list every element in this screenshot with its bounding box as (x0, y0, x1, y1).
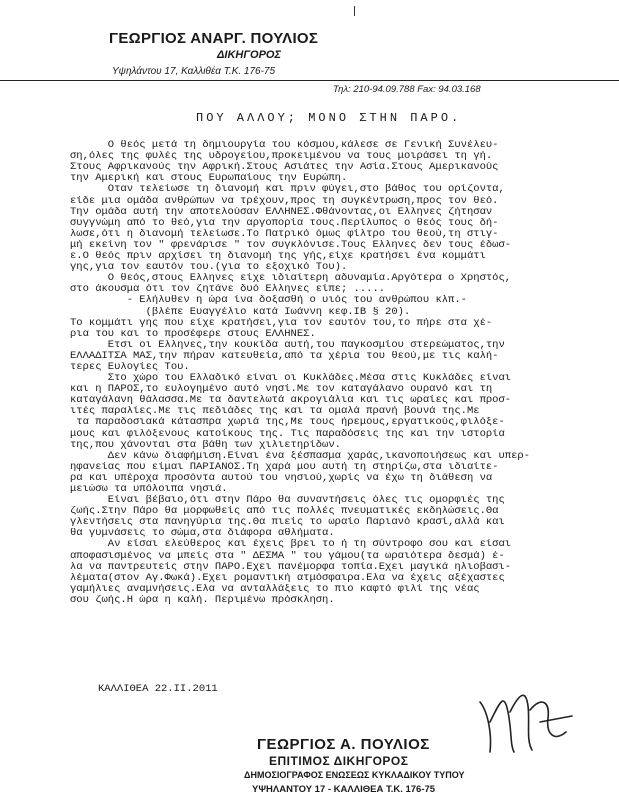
body-line: της,που χάνονται στα βάθη των χιλιετηρίδων. (70, 439, 341, 451)
letter-date: ΚΑΛΛΙΘΕΑ 22.II.2011 (98, 683, 218, 695)
body-line: γλεντήσεις στα πανηγύρια της.Θα πιείς το ωραίο Παριανό κρασί,αλλά και (70, 517, 505, 529)
letterhead-divider (0, 80, 619, 81)
footer-role: ΔΗΜΟΣΙΟΓΡΑΦΟΣ ΕΝΩΣΕΩΣ ΚΥΚΛΑΔΙΚΟΥ ΤΥΠΟΥ (244, 770, 465, 780)
body-line: μειώσω τα υπόλοιπα νησιά. (70, 484, 228, 495)
body-line: Ο θεός μετά τη δημιουργία του κόσμου,κάλεσε σε Γενική Συνέλευ- (70, 140, 499, 152)
body-line: ζωής.Στην Πάρο θα μορφωθείς από τις πολλές πνευματικές εκδηλώσεις.Θα (70, 506, 499, 518)
body-line: - Ελήλυθεν η ώρα ίνα δοξασθή ο υιός του ανθρώπου κλπ.- (70, 295, 467, 307)
body-line: Ετσι οι Ελληνες,την κουκίδα αυτή,του παγκοσμίου στερεώματος,την (70, 339, 505, 351)
body-line: Στο χώρο του Ελλαδικό είναι οι Κυκλάδες.Μέσα στις Κυκλάδες είναι (70, 373, 512, 385)
body-line: ε.Ο θεός πριν αρχίσει τη διανομή της γής,είχε κρατήσει ένα κομμάτι (70, 251, 486, 263)
letter-heading: ΠΟΥ ΑΛΛΟΥ; ΜΟΝΟ ΣΤΗΝ ΠΑΡΟ. (196, 111, 462, 125)
body-line: (βλέπε Ευαγγέλιο κατά Ιωάννη κεφ.ΙΒ § 20). (70, 306, 411, 318)
body-line: Δεν κάνω διαφήμιση.Είναι ένα ξέσπασμα χαράς,ικανοποιήσεως και υπερ- (70, 450, 530, 462)
body-line: την Αμερική και στους Ευρωπαίους την Ευρώπη. (70, 173, 348, 185)
scan-mark (354, 6, 355, 16)
letterhead-title: ΔΙΚΗΓΟΡΟΣ (217, 49, 281, 61)
body-line: στο άκουσμα ότι τον ζητάνε δυό Ελληνες είπε; ..... (70, 284, 386, 296)
body-line: ιτές παραλίες.Με τις πεδιάδες της και τα ομαλά πρανή βουνά της.Με (70, 406, 480, 418)
body-line: αποφασισμένος να μπείς στα " ΔΕΣΜΑ " του γάμου(τα ωραιότερα δεσμά) έ- (70, 550, 505, 562)
body-line: τερες Ευλογίες Του. (70, 361, 190, 373)
body-line: καταγάλανη θάλασσα.Με τα δαντελωτά ακρογιάλια και τις ωραίες και προσ- (70, 395, 512, 407)
body-line: Είναι βέβαιο,ότι στην Πάρο θα συναντήσεις όλες τις ομορφιές της (70, 495, 505, 507)
footer-title: ΕΠΙΤΙΜΟΣ ΔΙΚΗΓΟΡΟΣ (269, 754, 409, 768)
body-line: και η ΠΑΡΟΣ,το ευλογημένο αυτό νησί.Με τον καταγάλανο ουρανό και τη (70, 384, 493, 396)
body-line: σου ζωής.Η ώρα η καλή. Περιμένω πρόσκληση. (70, 594, 335, 606)
body-line: λα να παντρευτείς στην ΠΑΡΟ.Εχει πανέμορφα τοπία.Εχει μαγικά ηλιοβασι- (70, 561, 512, 573)
body-line: λέματα(στον Αγ.Φωκά).Εχει ρομαντική ατμόσφαιρα.Ελα να έχεις αξέχαστες (70, 572, 505, 584)
body-line: Την ομάδα αυτή την αποτελούσαν ΕΛΛΗΝΕΣ.Φθάνοντας,οι Ελληνες ζήτησαν (70, 206, 493, 218)
body-line: γης,για τον εαυτόν του.(για το εξοχικό Του). (70, 262, 348, 274)
body-line: μους και φιλόξενους κατοίκους της. Τις παραδόσεις της και την ιστορία (70, 428, 505, 440)
letterhead-name: ΓΕΩΡΓΙΟΣ ΑΝΑΡΓ. ΠΟΥΛΙΟΣ (109, 30, 319, 47)
letterhead-address: Υψηλάντου 17, Καλλιθέα Τ.Κ. 176-75 (112, 66, 276, 77)
body-line: ση,όλες της φυλές της υδρογείου,προκειμένου να τους μοιράσει τη γή. (70, 151, 493, 163)
body-line: θα γυμνάσεις το σώμα,στα διάφορα αθλήματα. (70, 528, 335, 540)
body-line: γαμήλιες αναμνήσεις.Ελα να ανταλλάξεις το πιο καφτό φιλί της νέας (70, 583, 480, 595)
body-line: μή εκείνη τον " φρενάρισε " τον συγκλόνισε.Τους Ελληνες δεν τους έδωσ- (70, 239, 512, 251)
body-line: Στους Αφρικανούς την Αφρική.Στους Ασιάτες την Ασία.Στους Αμερικανούς (70, 162, 499, 174)
body-line: λωσε,ότι η διανομή τελείωσε.Το Πατρικό όμως φίλτρο του θεού,τη στιγ- (70, 228, 499, 240)
footer-name: ΓΕΩΡΓΙΟΣ Α. ΠΟΥΛΙΟΣ (257, 736, 430, 753)
body-line: Οταν τελείωσε τη διανομή και πριν φύγει,στο βάθος του ορίζοντα, (70, 184, 505, 196)
handwritten-signature (470, 682, 580, 754)
body-line: Ο θεός,στους Ελληνες είχε ιδιαίτερη αδυναμία.Αργότερα ο Χρηστός, (70, 273, 512, 285)
body-line: είδε μια ομάδα ανθρώπων να τρέχουν,προς τη συγκέντρωση,προς τον θεό. (70, 195, 499, 207)
body-line: ρια του και το προσέφερε στους ΕΛΛΗΝΕΣ. (70, 328, 316, 340)
letter-body (70, 129, 575, 606)
body-line (70, 129, 575, 140)
body-line: ρα και υπέροχα προσόντα αυτού του νησιού,χωρίς να έχω τη διάθεση να (70, 472, 493, 484)
body-line: ΕΛΛΑΔΙΤΣΑ ΜΑΣ,την πήραν κατευθεία,από τα χέρια του θεού,με τις καλή- (70, 350, 499, 362)
body-line: ηφανείας που είμαι ΠΑΡΙΑΝΟΣ.Τη χαρά μου αυτή τη στηρίζω,στα ιδιαίτε- (70, 461, 499, 473)
body-line: Αν είσαι ελεύθερος και έχεις βρει το ή τη σύντροφο σου και είσαι (70, 539, 512, 551)
body-line: Το κομμάτι γης που είχε κρατήσει,για τον εαυτόν του,το πήρε στα χέ- (70, 317, 493, 329)
footer-address: ΥΨΗΛΑΝΤΟΥ 17 - ΚΑΛΛΙΘΕΑ Τ.Κ. 176-75 (252, 784, 436, 795)
body-line: συγγνώμη από το θεό,για την αργοπορία τους.Περίλυπος ο θεός τους δή- (70, 217, 499, 229)
body-line: τα παραδοσιακά κάτασπρα χωριά της,Με τους ήρεμους,εργατικούς,φιλόξε- (70, 417, 505, 429)
letterhead-phone-fax: Τηλ: 210-94.09.788 Fax: 94.03.168 (333, 84, 481, 95)
